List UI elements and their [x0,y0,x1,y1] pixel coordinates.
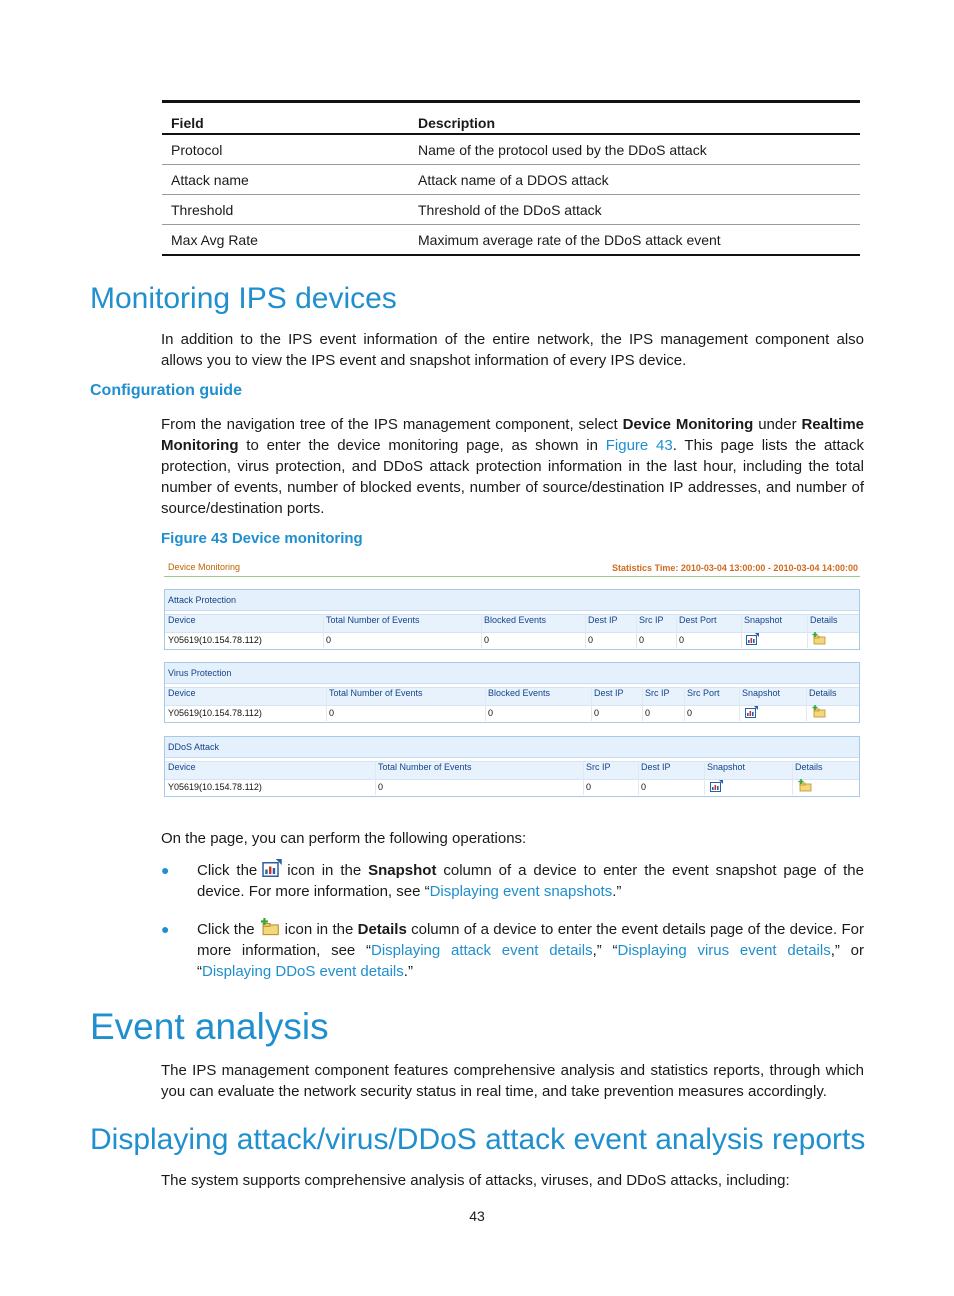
figure-43-link[interactable]: Figure 43 [605,437,673,454]
table-header-description: Description [418,115,496,131]
text-run: .” [403,963,413,980]
field-description-table [162,100,860,256]
screenshot-page-title: Device Monitoring [168,562,241,572]
event-analysis-intro: The IPS management component features comprehensive analysis and statistics reports, through which you can evaluate the network security status in real time, and take prevention measures accordingly. [161,1062,864,1100]
panel-title: Virus Protection [165,663,859,684]
dest-port-cell: 0 [679,635,685,645]
col-device: Device [168,688,196,698]
dest-ip-cell: 0 [641,782,647,792]
panel-header-row [165,761,859,780]
blocked-events-cell: 0 [484,635,490,645]
snapshot-icon[interactable] [746,633,759,645]
dest-ip-cell: 0 [594,708,600,718]
col-total-events: Total Number of Events [326,615,420,625]
link-displaying-event-snapshots[interactable]: Displaying event snapshots [429,883,613,900]
text-run: .” [612,883,622,900]
table-row [162,195,860,225]
bullet-text [197,918,864,982]
col-total-events: Total Number of Events [378,762,472,772]
section-title-event-analysis: Event analysis [90,1006,329,1047]
text-run: . This page lists the attack protection, virus protection, and DDoS attack protection information in the last hour, including the total number of events, number of blocked events, number of source/destination IP addresses, and number of source/destination ports. [161,437,864,517]
panel-title: Attack Protection [165,590,859,611]
col-snapshot: Snapshot [744,615,783,625]
text-run: icon in the [287,862,369,879]
col-src-port: Src Port [687,688,720,698]
description-cell: Name of the protocol used by the DDoS attack [409,134,860,165]
screenshot-header [164,558,860,577]
ddos-attack-panel [164,736,860,797]
device-cell: Y05619(10.154.78.112) [168,782,262,792]
src-ip-cell: 0 [639,635,645,645]
blocked-events-cell: 0 [488,708,494,718]
device-cell: Y05619(10.154.78.112) [168,635,262,645]
page-number: 43 [469,1208,485,1224]
total-events-cell: 0 [326,635,332,645]
bold-realtime-monitoring: Realtime Monitoring [161,416,864,454]
dest-ip-cell: 0 [588,635,594,645]
bullet-icon: ● [161,862,170,878]
config-guide-paragraph [161,414,864,519]
text-run: ,” or “ [197,942,864,980]
statistics-time: Statistics Time: 2010-03-04 13:00:00 - 2010-03-04 14:00:00 [612,563,858,573]
col-snapshot: Snapshot [742,688,781,698]
src-ip-cell: 0 [645,708,651,718]
text-run: icon in the [284,921,358,938]
field-cell: Protocol [162,134,409,165]
col-device: Device [168,615,196,625]
description-cell: Attack name of a DDOS attack [409,165,860,195]
details-icon[interactable] [798,779,812,792]
col-blocked-events: Blocked Events [488,688,551,698]
col-dest-ip: Dest IP [641,762,671,772]
field-cell: Threshold [162,195,409,225]
col-dest-ip: Dest IP [588,615,618,625]
device-cell: Y05619(10.154.78.112) [168,708,262,718]
text-run: Click the [197,862,258,879]
device-monitoring-screenshot [164,558,860,800]
col-dest-ip: Dest IP [594,688,624,698]
figure-caption: Figure 43 Device monitoring [161,530,363,547]
monitoring-intro: In addition to the IPS event information of the entire network, the IPS management component also allows you to view the IPS event and snapshot information of every IPS device. [161,331,864,369]
text-run: under [753,416,802,433]
bullet-icon: ● [161,921,170,937]
table-row [162,165,860,195]
col-total-events: Total Number of Events [329,688,423,698]
link-ddos-event-details[interactable]: Displaying DDoS event details [202,963,404,980]
details-icon[interactable] [812,632,826,645]
field-cell: Max Avg Rate [162,225,409,256]
snapshot-icon [261,859,283,877]
col-details: Details [810,615,838,625]
text-run: column of a device to enter the event snapshot page of the device. For more information, see “ [197,862,864,900]
bold-snapshot: Snapshot [368,862,437,879]
attack-protection-panel [164,589,860,650]
bullet-text [197,859,864,902]
col-blocked-events: Blocked Events [484,615,547,625]
link-virus-event-details[interactable]: Displaying virus event details [617,942,831,959]
snapshot-icon[interactable] [745,706,758,718]
details-icon [259,918,281,936]
link-attack-event-details[interactable]: Displaying attack event details [371,942,593,959]
total-events-cell: 0 [329,708,335,718]
table-row [162,225,860,256]
table-row [162,134,860,165]
table-header-row [162,102,860,135]
description-cell: Threshold of the DDoS attack [409,195,860,225]
field-cell: Attack name [162,165,409,195]
bold-device-monitoring: Device Monitoring [622,416,754,433]
text-run: ,” “ [592,942,618,959]
col-device: Device [168,762,196,772]
section-title-monitoring: Monitoring IPS devices [90,282,397,315]
panel-title: DDoS Attack [165,737,859,758]
section-title-reports: Displaying attack/virus/DDoS attack event analysis reports [90,1123,866,1156]
col-dest-port: Dest Port [679,615,717,625]
operations-intro: On the page, you can perform the following operations: [161,830,527,847]
text-run: Click the [197,921,255,938]
col-src-ip: Src IP [586,762,611,772]
text-run: From the navigation tree of the IPS management component, select [161,416,623,433]
virus-protection-panel [164,662,860,723]
reports-intro: The system supports comprehensive analysis of attacks, viruses, and DDoS attacks, including: [161,1172,790,1189]
table-header-field: Field [171,115,204,131]
col-details: Details [795,762,823,772]
src-ip-cell: 0 [586,782,592,792]
details-icon[interactable] [812,705,826,718]
total-events-cell: 0 [378,782,384,792]
bold-details: Details [357,921,407,938]
col-src-ip: Src IP [645,688,670,698]
src-port-cell: 0 [687,708,693,718]
col-snapshot: Snapshot [707,762,746,772]
text-run: to enter the device monitoring page, as shown in [238,437,606,454]
col-src-ip: Src IP [639,615,664,625]
snapshot-icon[interactable] [710,780,723,792]
description-cell: Maximum average rate of the DDoS attack event [409,225,860,256]
col-details: Details [809,688,837,698]
config-guide-title: Configuration guide [90,382,242,399]
text-run: column of a device to enter the event details page of the device. For more information, see “ [197,921,864,959]
